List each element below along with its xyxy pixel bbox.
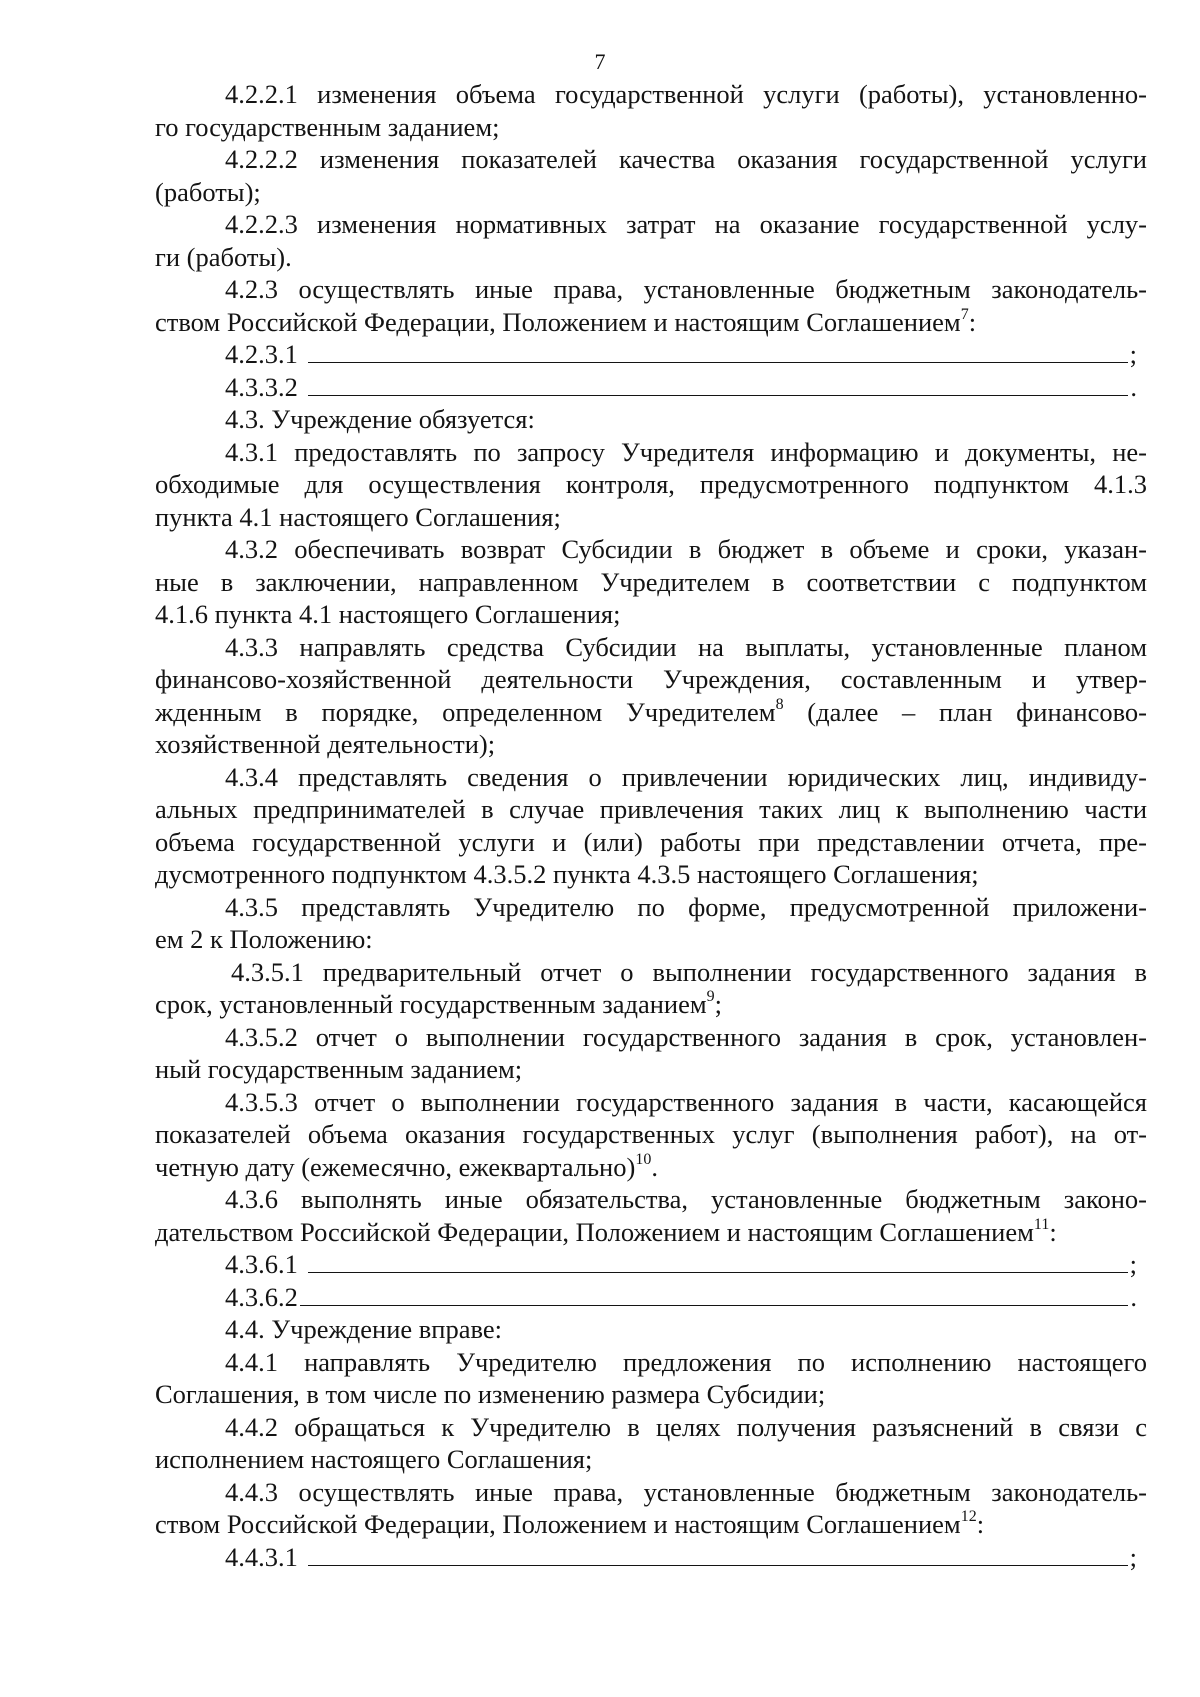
text-line (155, 793, 1147, 826)
text-line (155, 956, 1147, 989)
clause-paragraph (155, 1411, 1147, 1476)
clause-paragraph (155, 1183, 1147, 1248)
text-line (155, 533, 1147, 566)
text-segment: (работы); (155, 176, 261, 207)
text-line (155, 468, 1147, 501)
blank-field-punctuation: . (1130, 371, 1137, 402)
text-line (155, 176, 1147, 209)
text-segment: го государственным заданием; (155, 111, 500, 142)
blank-field-label: 4.4.3.1 (225, 1541, 298, 1572)
text-line (155, 923, 1147, 956)
blank-fill-line (308, 338, 1128, 363)
blank-field-punctuation: ; (1129, 1541, 1137, 1572)
footnote-marker: 7 (960, 305, 969, 323)
text-segment: дательством Российской Федерации, Положением и настоящим Соглашением (155, 1216, 1034, 1247)
footnote-marker: 9 (706, 988, 715, 1005)
clause-paragraph (155, 891, 1147, 956)
text-segment: 4.4.1 направлять Учредителю предложения по исполнению настоящего (225, 1346, 1147, 1377)
text-segment: 4.4. Учреждение вправе: (225, 1314, 502, 1344)
text-line (155, 78, 1147, 111)
clause-paragraph (155, 78, 1147, 143)
text-line (155, 1183, 1147, 1216)
text-segment: ный государственным заданием; (155, 1054, 523, 1084)
text-line (155, 1411, 1147, 1444)
text-segment: 4.2.3 осуществлять иные права, установленные бюджетным законодатель- (225, 274, 1147, 304)
text-line (155, 1313, 1147, 1346)
text-line (155, 1346, 1147, 1379)
text-segment: ные в заключении, направленном Учредителем в соответствии с подпунктом (155, 566, 1147, 597)
blank-fill-line (300, 1281, 1129, 1306)
clause-paragraph (155, 1313, 1147, 1346)
text-segment: Соглашения, в том числе по изменению размера Субсидии; (155, 1379, 826, 1409)
clause-paragraph (155, 1086, 1147, 1184)
blank-fill-line (308, 1541, 1128, 1566)
text-segment: 4.3.2 обеспечивать возврат Субсидии в бюджет в объеме и сроки, указан- (225, 534, 1147, 564)
blank-fill-line (308, 1248, 1128, 1273)
clause-paragraph (155, 143, 1147, 208)
text-line (155, 566, 1147, 599)
clause-paragraph (155, 436, 1147, 534)
text-line (155, 241, 1147, 274)
clause-paragraph (155, 1021, 1147, 1086)
text-line (155, 1476, 1147, 1509)
text-segment: срок, установленный государственным заданием (155, 989, 707, 1019)
text-line (155, 111, 1147, 144)
text-segment: обходимые для осуществления контроля, предусмотренного подпунктом 4.1.3 (155, 469, 1147, 499)
text-segment: исполнением настоящего Соглашения; (155, 1444, 593, 1474)
footnote-marker: 8 (775, 695, 784, 713)
text-line (155, 143, 1147, 176)
clause-paragraph (155, 631, 1147, 761)
text-segment: 4.4.3 осуществлять иные права, установленные бюджетным законодатель- (225, 1476, 1147, 1507)
text-line (155, 306, 1147, 339)
text-segment: 4.3.5.3 отчет о выполнении государственного задания в части, касающейся (225, 1086, 1147, 1117)
clause-paragraph (155, 956, 1147, 1021)
text-segment: ги (работы). (155, 241, 292, 272)
blank-field-row (155, 1248, 1147, 1281)
text-segment: объема государственной услуги и (или) работы при представлении отчета, пре- (155, 826, 1147, 857)
text-segment: 4.2.2.1 изменения объема государственной услуги (работы), установленно- (225, 79, 1147, 109)
text-line (155, 663, 1147, 696)
clause-paragraph (155, 208, 1147, 273)
text-line (155, 1118, 1147, 1151)
text-line (155, 1508, 1147, 1541)
blank-field-label: 4.3.6.1 (225, 1249, 298, 1279)
blank-fill-line (308, 371, 1129, 396)
text-segment: ством Российской Федерации, Положением и настоящим Соглашением (155, 306, 961, 337)
text-line (155, 826, 1147, 859)
text-segment: 4.1.6 пункта 4.1 настоящего Соглашения; (155, 599, 621, 629)
footnote-marker: 12 (960, 1508, 977, 1525)
text-segment: жденным в порядке, определенном Учредителем (155, 696, 776, 727)
text-line (155, 436, 1147, 469)
text-segment: альных предпринимателей в случае привлечения таких лиц к выполнению части (155, 794, 1147, 824)
clause-paragraph (155, 761, 1147, 891)
text-line (155, 403, 1147, 436)
page-number: 7 (594, 49, 606, 74)
text-line (155, 858, 1147, 891)
text-line (155, 631, 1147, 664)
clause-paragraph (155, 533, 1147, 631)
clause-paragraph (155, 1346, 1147, 1411)
blank-field-row (155, 1281, 1147, 1314)
text-segment: ; (714, 989, 722, 1019)
text-line (155, 598, 1147, 631)
text-segment: финансово-хозяйственной деятельности Учреждения, составленным и утвер- (155, 664, 1147, 694)
text-line (155, 273, 1147, 306)
text-segment: : (1049, 1216, 1057, 1247)
text-segment: 4.3.4 представлять сведения о привлечении юридических лиц, индивиду- (225, 761, 1147, 792)
blank-field-label: 4.3.3.2 (225, 371, 298, 402)
text-line (155, 1053, 1147, 1086)
text-line (155, 891, 1147, 924)
text-line (155, 1216, 1147, 1249)
document-body (155, 78, 1147, 1573)
text-segment: четную дату (ежемесячно, ежеквартально) (155, 1151, 636, 1182)
text-line (155, 988, 1147, 1021)
text-segment: 4.4.2 обращаться к Учредителю в целях получения разъяснений в связи с (225, 1411, 1147, 1442)
blank-field-row (155, 371, 1147, 404)
text-segment: 4.3.3 направлять средства Субсидии на выплаты, установленные планом (225, 631, 1147, 662)
blank-field-punctuation: ; (1129, 339, 1137, 369)
text-line (155, 1086, 1147, 1119)
text-line (155, 1443, 1147, 1476)
text-segment: показателей объема оказания государственных услуг (выполнения работ), на от- (155, 1119, 1147, 1149)
text-segment: 4.3.5.2 отчет о выполнении государственного задания в срок, установлен- (225, 1021, 1147, 1052)
text-segment: 4.2.2.2 изменения показателей качества оказания государственной услуги (225, 144, 1147, 174)
text-segment: ством Российской Федерации, Положением и настоящим Соглашением (155, 1509, 961, 1539)
text-segment: дусмотренного подпунктом 4.3.5.2 пункта 4.3.5 настоящего Соглашения; (155, 859, 979, 889)
text-segment: пункта 4.1 настоящего Соглашения; (155, 501, 561, 532)
text-segment: ем 2 к Положению: (155, 924, 373, 954)
text-segment: (далее – план финансово- (783, 696, 1147, 727)
clause-paragraph (155, 1476, 1147, 1541)
text-line (155, 1378, 1147, 1411)
footnote-marker: 10 (635, 1150, 652, 1168)
text-line (155, 761, 1147, 794)
blank-field-label: 4.3.6.2 (225, 1281, 298, 1312)
text-segment: 4.3. Учреждение обязуется: (225, 404, 535, 434)
text-segment: 4.3.1 предоставлять по запросу Учредителя информацию и документы, не- (225, 436, 1147, 467)
text-segment: : (968, 306, 977, 337)
footnote-marker: 11 (1033, 1215, 1050, 1233)
text-segment: : (976, 1509, 985, 1539)
text-segment: 4.3.5 представлять Учредителю по форме, предусмотренной приложени- (225, 891, 1147, 922)
text-segment: хозяйственной деятельности); (155, 729, 496, 759)
text-line (155, 728, 1147, 761)
text-segment: 4.3.5.1 предварительный отчет о выполнении государственного задания в (231, 956, 1147, 987)
blank-field-row (155, 338, 1147, 371)
text-segment: . (651, 1151, 658, 1182)
text-segment: 4.2.2.3 изменения нормативных затрат на оказание государственной услу- (225, 209, 1147, 239)
blank-field-punctuation: . (1130, 1281, 1137, 1312)
blank-field-label: 4.2.3.1 (225, 339, 298, 369)
text-line (155, 1151, 1147, 1184)
text-line (155, 208, 1147, 241)
text-line (155, 1021, 1147, 1054)
text-segment: 4.3.6 выполнять иные обязательства, установленные бюджетным законо- (225, 1184, 1147, 1214)
blank-field-row (155, 1541, 1147, 1574)
blank-field-punctuation: ; (1129, 1249, 1137, 1279)
text-line (155, 696, 1147, 729)
clause-paragraph (155, 273, 1147, 338)
text-line (155, 501, 1147, 534)
clause-paragraph (155, 403, 1147, 436)
